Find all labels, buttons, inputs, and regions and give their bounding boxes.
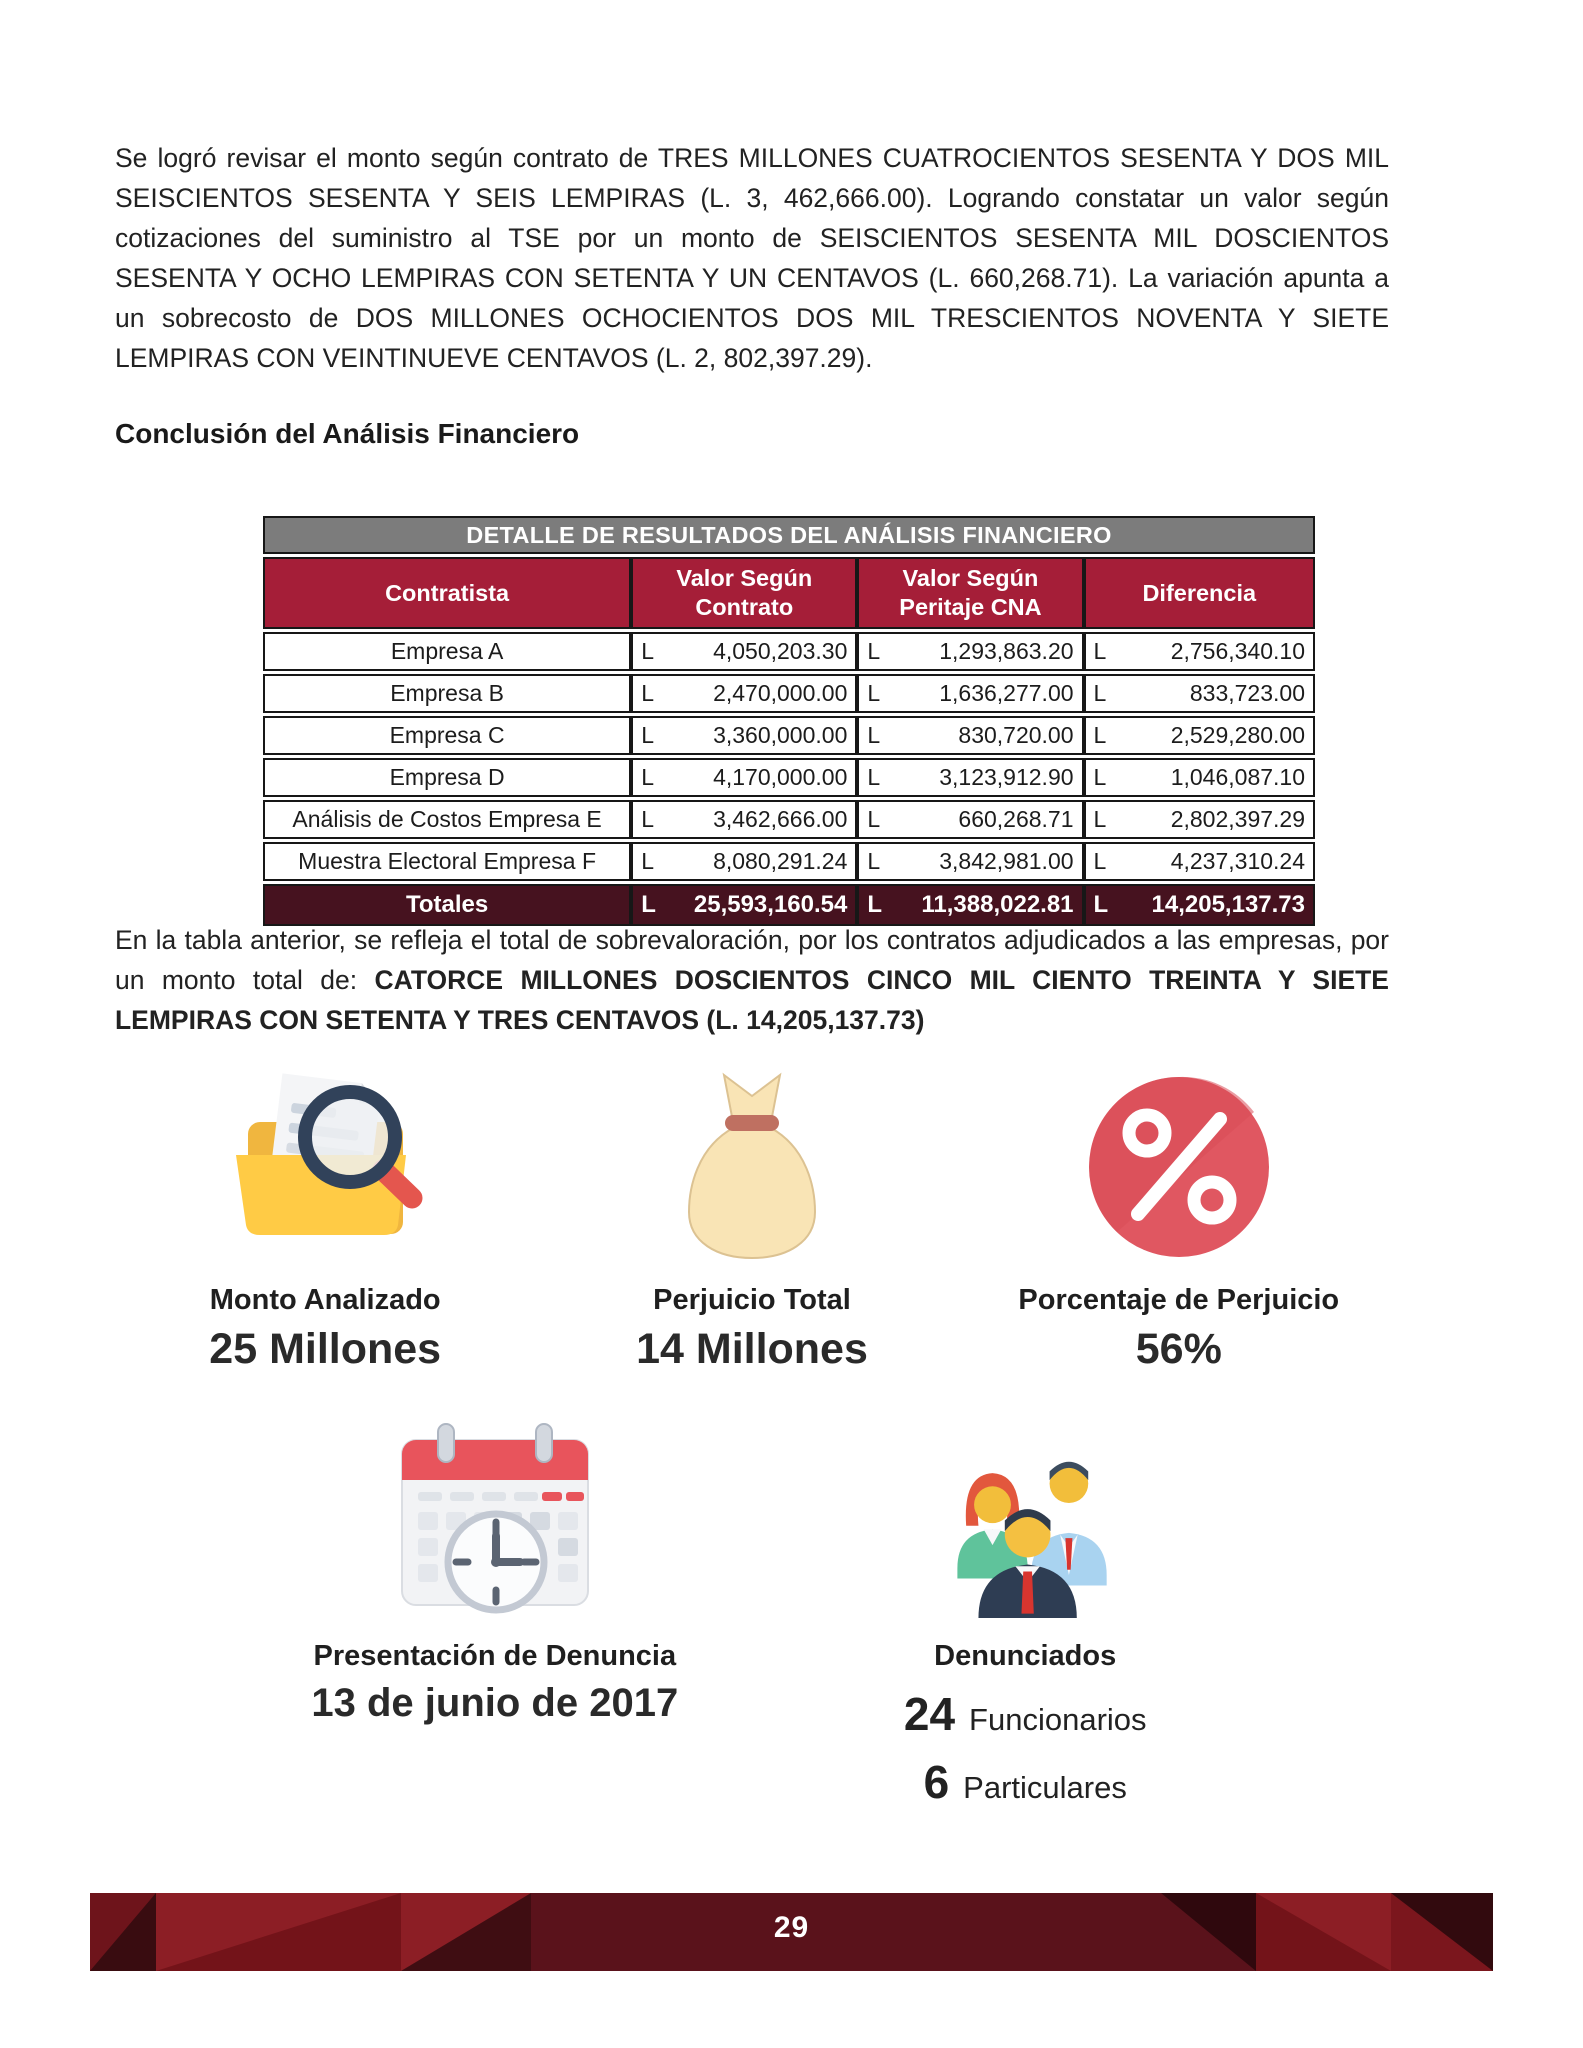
stats-row-1 bbox=[115, 1062, 1389, 1374]
table-row bbox=[263, 632, 1315, 671]
count-word: Particulares bbox=[963, 1770, 1127, 1805]
cell-diferencia: 1,046,087.10 bbox=[1170, 764, 1305, 790]
cell-peritaje: 1,293,863.20 bbox=[939, 638, 1074, 664]
percent-circle-icon bbox=[1084, 1062, 1274, 1262]
financial-results-table bbox=[263, 513, 1315, 929]
currency-symbol: L bbox=[641, 680, 654, 706]
stat-value: 14 Millones bbox=[636, 1325, 868, 1373]
currency-symbol: L bbox=[641, 722, 654, 748]
cell-contrato: 3,360,000.00 bbox=[713, 722, 848, 748]
currency-symbol: L bbox=[641, 638, 654, 664]
cell-contrato: 4,170,000.00 bbox=[713, 764, 848, 790]
cell-contratista: Empresa C bbox=[263, 716, 631, 755]
totals-contrato: 25,593,160.54 bbox=[693, 891, 848, 918]
table-row bbox=[263, 758, 1315, 797]
stat-porcentaje-perjuicio bbox=[969, 1062, 1389, 1374]
table-row bbox=[263, 716, 1315, 755]
count-number: 6 bbox=[923, 1756, 950, 1808]
cell-diferencia: 2,756,340.10 bbox=[1170, 638, 1305, 664]
table-row bbox=[263, 842, 1315, 881]
currency-symbol: L bbox=[867, 806, 881, 832]
calendar-clock-icon bbox=[390, 1428, 600, 1618]
totals-peritaje: 11,388,022.81 bbox=[921, 891, 1074, 918]
cell-contratista: Empresa B bbox=[263, 674, 631, 713]
currency-symbol: L bbox=[867, 891, 883, 918]
cell-contrato: 2,470,000.00 bbox=[713, 680, 848, 706]
totals-label: Totales bbox=[263, 884, 631, 926]
cell-diferencia: 833,723.00 bbox=[1189, 680, 1305, 706]
totals-diferencia: 14,205,137.73 bbox=[1151, 891, 1305, 918]
column-header-contratista: Contratista bbox=[263, 557, 631, 629]
cell-contrato: 8,080,291.24 bbox=[713, 848, 848, 874]
cell-diferencia: 4,237,310.24 bbox=[1170, 848, 1305, 874]
stat-label: Denunciados bbox=[934, 1640, 1117, 1672]
currency-symbol: L bbox=[641, 891, 656, 918]
stat-label: Presentación de Denuncia bbox=[313, 1640, 677, 1672]
column-header-diferencia: Diferencia bbox=[1084, 557, 1315, 629]
currency-symbol: L bbox=[867, 722, 881, 748]
count-funcionarios bbox=[904, 1687, 1147, 1741]
count-particulares bbox=[924, 1755, 1127, 1809]
cell-diferencia: 2,802,397.29 bbox=[1170, 806, 1305, 832]
table-row bbox=[263, 800, 1315, 839]
stat-denunciados bbox=[780, 1428, 1270, 1809]
count-word: Funcionarios bbox=[969, 1702, 1147, 1737]
page-number: 29 bbox=[773, 1911, 810, 1944]
currency-symbol: L bbox=[1093, 764, 1107, 790]
cell-peritaje: 830,720.00 bbox=[958, 722, 1074, 748]
currency-symbol: L bbox=[867, 680, 881, 706]
cell-diferencia: 2,529,280.00 bbox=[1170, 722, 1305, 748]
currency-symbol: L bbox=[867, 848, 881, 874]
currency-symbol: L bbox=[867, 638, 881, 664]
currency-symbol: L bbox=[1093, 638, 1107, 664]
cell-peritaje: 3,842,981.00 bbox=[939, 848, 1074, 874]
currency-symbol: L bbox=[641, 764, 654, 790]
stat-value: 25 Millones bbox=[209, 1325, 442, 1373]
stat-presentacion-denuncia bbox=[250, 1428, 740, 1809]
intro-paragraph: Se logró revisar el monto según contrato de TRES MILLONES CUATROCIENTOS SESENTA Y DOS MIL SEISCIENTOS SESENTA Y SEIS LEMPIRAS (L. 3, 462,666.00). Logrando constatar un valor según cotizaciones del suministro al TSE por un monto de SEISCIENTOS SESENTA MIL DOSCIENTOS SESENTA Y OCHO LEMPIRAS CON SETENTA Y UN CENTAVOS (L. 660,268.71). La variación apunta a un sobrecosto de DOS MILLONES OCHOCIENTOS DOS MIL TRESCIENTOS NOVENTA Y SIETE LEMPIRAS CON VEINTINUEVE CENTAVOS (L. 2, 802,397.29). bbox=[115, 143, 1389, 373]
table-title: DETALLE DE RESULTADOS DEL ANÁLISIS FINANCIERO bbox=[263, 516, 1315, 554]
cell-contratista: Empresa A bbox=[263, 632, 631, 671]
cell-peritaje: 1,636,277.00 bbox=[939, 680, 1074, 706]
stat-label: Perjuicio Total bbox=[653, 1284, 851, 1316]
column-header-peritaje: Valor Según Peritaje CNA bbox=[857, 557, 1083, 629]
footer-banner bbox=[90, 1893, 1493, 1971]
currency-symbol: L bbox=[1093, 680, 1107, 706]
stat-label: Porcentaje de Perjuicio bbox=[1018, 1284, 1340, 1316]
currency-symbol: L bbox=[1093, 806, 1107, 832]
count-number: 24 bbox=[903, 1688, 956, 1740]
conclusion-text: En la tabla anterior, se refleja el total de sobrevaloración, por los contratos adjudicados a las empresas, por un monto total de: bbox=[115, 925, 1389, 995]
currency-symbol: L bbox=[641, 806, 654, 832]
conclusion-paragraph bbox=[115, 920, 1389, 1040]
column-header-contrato: Valor Según Contrato bbox=[631, 557, 857, 629]
cell-contratista: Muestra Electoral Empresa F bbox=[263, 842, 631, 881]
currency-symbol: L bbox=[641, 848, 654, 874]
stat-value: 13 de junio de 2017 bbox=[311, 1681, 679, 1725]
people-group-icon bbox=[910, 1428, 1140, 1618]
table-row bbox=[263, 674, 1315, 713]
currency-symbol: L bbox=[1093, 848, 1107, 874]
stat-monto-analizado bbox=[115, 1062, 535, 1374]
stat-perjuicio-total bbox=[542, 1062, 962, 1374]
money-bag-icon bbox=[667, 1062, 837, 1262]
currency-symbol: L bbox=[1093, 722, 1107, 748]
currency-symbol: L bbox=[1093, 891, 1109, 918]
cell-peritaje: 3,123,912.90 bbox=[939, 764, 1074, 790]
stat-label: Monto Analizado bbox=[209, 1284, 441, 1316]
folder-search-icon bbox=[220, 1062, 430, 1262]
currency-symbol: L bbox=[867, 764, 881, 790]
stats-row-2 bbox=[250, 1428, 1270, 1809]
conclusion-amount: CATORCE MILLONES DOSCIENTOS CINCO MIL CIENTO TREINTA Y SIETE LEMPIRAS CON SETENTA Y TRES CENTAVOS (L. 14,205,137.73) bbox=[115, 965, 1389, 1035]
section-heading: Conclusión del Análisis Financiero bbox=[115, 418, 580, 449]
cell-contrato: 4,050,203.30 bbox=[713, 638, 848, 664]
cell-contrato: 3,462,666.00 bbox=[713, 806, 848, 832]
cell-contratista: Análisis de Costos Empresa E bbox=[263, 800, 631, 839]
stat-value: 56% bbox=[1135, 1325, 1222, 1373]
cell-peritaje: 660,268.71 bbox=[958, 806, 1074, 832]
cell-contratista: Empresa D bbox=[263, 758, 631, 797]
